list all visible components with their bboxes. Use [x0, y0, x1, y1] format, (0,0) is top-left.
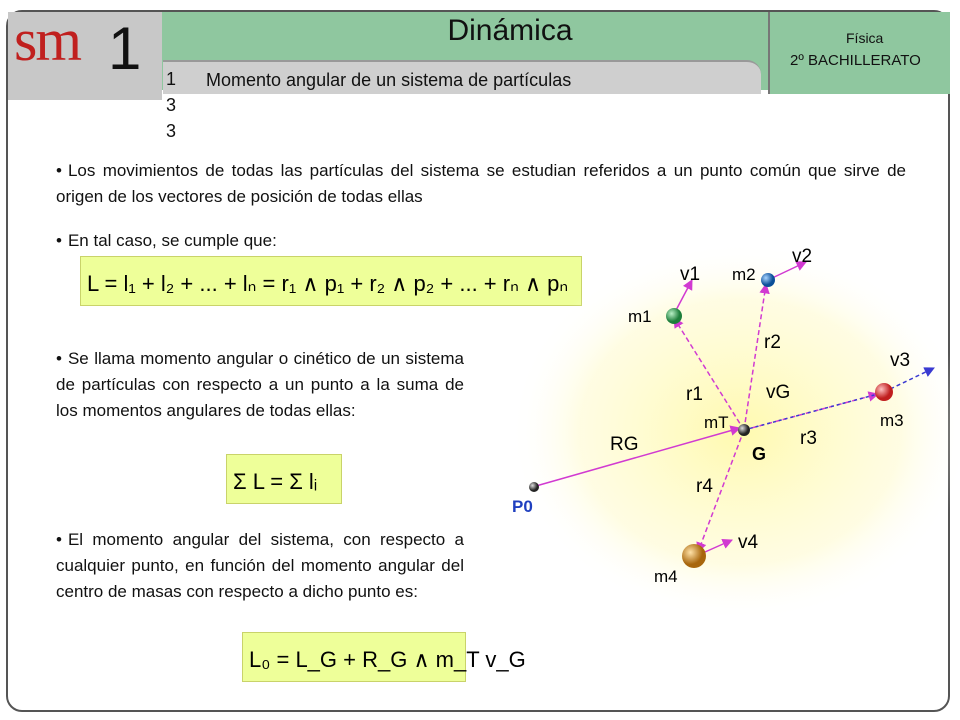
label-m2: m2 [732, 265, 756, 284]
paragraph-4-text: El momento angular del sistema, con respecto a cualquier punto, en función del momento angular del centro de masas con respecto a dicho punto es: [56, 530, 464, 601]
equation-cm [242, 632, 526, 682]
label-v2: v2 [792, 246, 813, 267]
paragraph-1-text: Los movimientos de todas las partículas del sistema se estudian referidos a un punto común que sirve de origen de los vectores de posición de todas ellas [56, 161, 906, 206]
level-label: 2º BACHILLERATO [790, 52, 921, 69]
paragraph-4 [56, 527, 464, 605]
unit-number: 1 [108, 15, 142, 82]
paragraph-2-text: En tal caso, se cumple que: [67, 231, 277, 250]
label-r4: r4 [696, 476, 713, 497]
equation-3-text: L₀ = L_G + R_G ∧ m_T v_G [249, 647, 526, 672]
label-r2: r2 [764, 332, 781, 353]
label-P0: P0 [512, 497, 533, 516]
particle-m3 [875, 383, 893, 401]
particle-m4 [682, 544, 706, 568]
label-m1: m1 [628, 307, 652, 326]
particle-system-diagram [470, 222, 940, 612]
equation-sum [226, 454, 342, 504]
center-of-mass [738, 424, 750, 436]
label-v4: v4 [738, 532, 759, 553]
label-vG: vG [766, 382, 791, 403]
particle-m1 [666, 308, 682, 324]
paragraph-3 [56, 346, 464, 424]
section-number: 133 [166, 69, 177, 141]
label-r3: r3 [800, 428, 817, 449]
section-title: Momento angular de un sistema de partículas [206, 70, 572, 90]
label-G: G [752, 444, 767, 464]
label-mT: mT [704, 413, 729, 432]
label-RG: RG [610, 434, 639, 455]
subject-label: Física [846, 30, 884, 46]
page-title: Dinámica [447, 14, 573, 47]
label-m3: m3 [880, 411, 904, 430]
equation-2-text: Σ L = Σ lᵢ [233, 469, 318, 494]
origin-point [529, 482, 539, 492]
paragraph-1 [56, 158, 906, 210]
paragraph-2 [56, 228, 456, 254]
label-r1: r1 [686, 384, 703, 405]
publisher-logo: sm [14, 7, 81, 73]
label-v3: v3 [890, 350, 911, 371]
label-m4: m4 [654, 567, 678, 586]
label-v1: v1 [680, 264, 701, 285]
paragraph-3-text: Se llama momento angular o cinético de un sistema de partículas con respecto a un punto a la suma de los momentos angulares de todas ellas: [56, 349, 464, 420]
equation-1-text: L = l₁ + l₂ + ... + lₙ = r₁ ∧ p₁ + r₂ ∧ p₂ + ... + rₙ ∧ pₙ [87, 271, 569, 296]
particle-m2 [761, 273, 775, 287]
